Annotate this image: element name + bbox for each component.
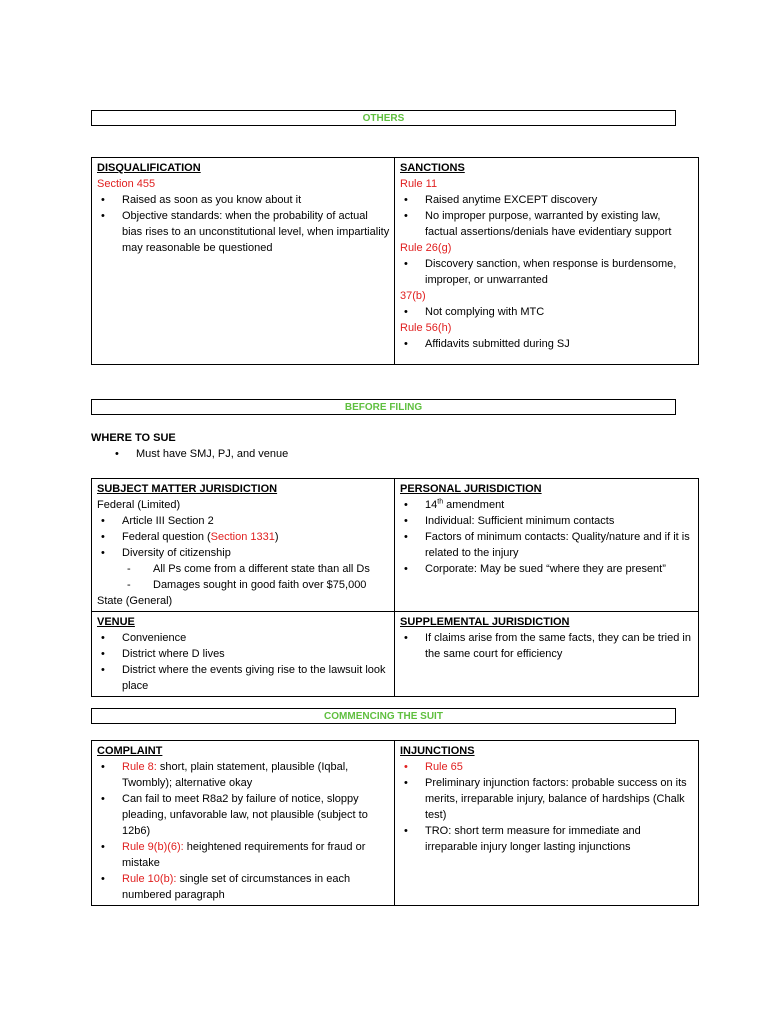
smj-state: State (General) <box>97 595 173 607</box>
others-table <box>91 157 699 365</box>
list-item: • Preliminary injunction factors: probable success on its merits, irreparable injury, balance of hardships (Chalk test) <box>400 775 694 823</box>
list-item: - All Ps come from a different state than all Ds <box>97 561 390 577</box>
list-item: • Corporate: May be sued “where they are present” <box>400 561 694 577</box>
list-item: • Convenience <box>97 630 390 646</box>
section-banner-others: OTHERS <box>91 110 676 126</box>
list-item: • Can fail to meet R8a2 by failure of notice, sloppy pleading, unfavorable law, not plausible (subject to 12b6) <box>97 791 390 839</box>
list-item: • Factors of minimum contacts: Quality/nature and if it is related to the injury <box>400 529 694 561</box>
sanctions-rule-11: Rule 11 <box>400 178 438 190</box>
list-item: • If claims arise from the same facts, they can be tried in the same court for efficiency <box>400 630 694 662</box>
list-item: • Rule 65 <box>400 759 694 775</box>
sanctions-rule-37b: 37(b) <box>400 290 426 302</box>
list-item: • 14th amendment <box>400 497 694 513</box>
list-item: • Affidavits submitted during SJ <box>400 336 694 352</box>
list-item: • Must have SMJ, PJ, and venue <box>91 446 288 462</box>
disqualification-rule: Section 455 <box>97 178 156 190</box>
section-banner-before-filing: BEFORE FILING <box>91 399 676 415</box>
complaint-cell <box>92 741 395 906</box>
sanctions-heading: SANCTIONS <box>400 162 465 174</box>
list-item: • Objective standards: when the probability of actual bias rises to an unconstitutional level, when impartiality may reasonable be questioned <box>97 208 390 256</box>
list-item: • District where D lives <box>97 646 390 662</box>
list-item: • Rule 8: short, plain statement, plausible (Iqbal, Twombly); alternative okay <box>97 759 390 791</box>
where-to-sue-block <box>91 430 288 462</box>
list-item: • Federal question (Section 1331) <box>97 529 390 545</box>
disqualification-cell <box>92 158 395 365</box>
list-item: • No improper purpose, warranted by existing law, factual assertions/denials have evidentiary support <box>400 208 694 240</box>
smj-heading: SUBJECT MATTER JURISDICTION <box>97 483 278 495</box>
venue-cell <box>92 612 395 697</box>
section-banner-commencing: COMMENCING THE SUIT <box>91 708 676 724</box>
jurisdiction-table <box>91 478 699 697</box>
list-item: • Raised anytime EXCEPT discovery <box>400 192 694 208</box>
where-to-sue-heading: WHERE TO SUE <box>91 432 176 444</box>
injunctions-heading: INJUNCTIONS <box>400 745 475 757</box>
list-item: • Raised as soon as you know about it <box>97 192 390 208</box>
list-item: • Rule 10(b): single set of circumstances in each numbered paragraph <box>97 871 390 903</box>
list-item: • Discovery sanction, when response is burdensome, improper, or unwarranted <box>400 256 694 288</box>
list-item: • Article III Section 2 <box>97 513 390 529</box>
list-item: • Rule 9(b)(6): heightened requirements for fraud or mistake <box>97 839 390 871</box>
supplemental-heading: SUPPLEMENTAL JURISDICTION <box>400 616 570 628</box>
pj-heading: PERSONAL JURISDICTION <box>400 483 542 495</box>
commencing-table <box>91 740 699 906</box>
list-item: • Not complying with MTC <box>400 304 694 320</box>
sanctions-rule-26g: Rule 26(g) <box>400 242 452 254</box>
smj-cell <box>92 479 395 612</box>
disqualification-heading: DISQUALIFICATION <box>97 162 201 174</box>
sanctions-rule-56h: Rule 56(h) <box>400 322 452 334</box>
list-item: • TRO: short term measure for immediate and irreparable injury longer lasting injunctions <box>400 823 694 855</box>
list-item: • Individual: Sufficient minimum contacts <box>400 513 694 529</box>
list-item: • District where the events giving rise to the lawsuit look place <box>97 662 390 694</box>
pj-cell <box>395 479 699 612</box>
list-item: - Damages sought in good faith over $75,000 <box>97 577 390 593</box>
complaint-heading: COMPLAINT <box>97 745 163 757</box>
injunctions-cell <box>395 741 699 906</box>
supplemental-cell <box>395 612 699 697</box>
list-item: • Diversity of citizenship <box>97 545 390 561</box>
smj-federal: Federal (Limited) <box>97 499 181 511</box>
sanctions-cell <box>395 158 699 365</box>
venue-heading: VENUE <box>97 616 135 628</box>
